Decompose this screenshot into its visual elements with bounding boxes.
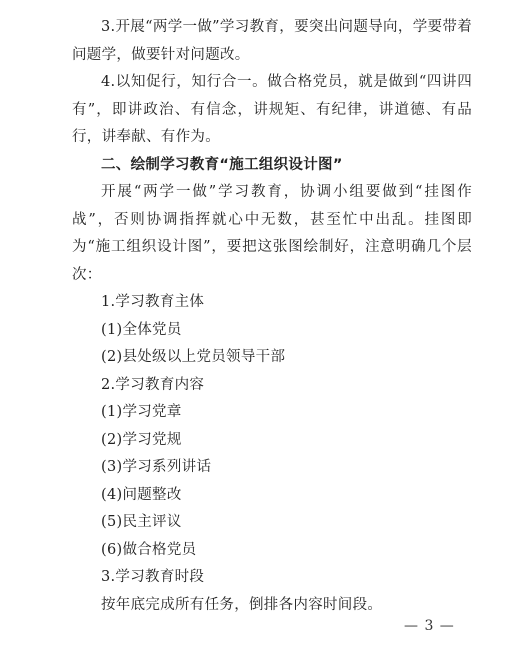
document-body [72,14,472,619]
list-section-period: 3.学习教育时段 [101,569,205,585]
list-item: (3)学习系列讲话 [101,459,212,475]
list-item: (4)问题整改 [101,486,182,503]
paragraph-four-talks: 4.以知促行，知行合一。做合格党员，就是做到“四讲四有”，即讲政治、有信念，讲规矩、有纪律，讲道德、有品行，讲奉献、有作为。 [72,74,472,145]
period-description: 按年底完成所有任务，倒排各内容时间段。 [101,596,383,613]
page-number: — 3 — [404,618,455,634]
paragraph-problem-oriented: 3.开展“两学一做”学习教育，要突出问题导向，学要带着问题学，做要针对问题改。 [72,19,472,63]
list-item: (2)县处级以上党员领导干部 [101,349,286,365]
section-heading: 二、绘制学习教育“施工组织设计图” [101,156,343,173]
list-section-content: 2.学习教育内容 [101,376,205,393]
paragraph-map-battle: 开展“两学一做”学习教育，协调小组要做到“挂图作战”，否则协调指挥就心中无数，甚至忙中出乱。挂图即为“施工组织设计图”，要把这张图绘制好，注意明确几个层次： [72,184,472,283]
list-item: (1)全体党员 [101,321,182,338]
list-section-subject: 1.学习教育主体 [101,294,205,310]
list-item: (6)做合格党员 [101,541,197,558]
list-item: (2)学习党规 [101,431,182,448]
list-item: (1)学习党章 [101,404,182,420]
list-item: (5)民主评议 [101,514,182,530]
